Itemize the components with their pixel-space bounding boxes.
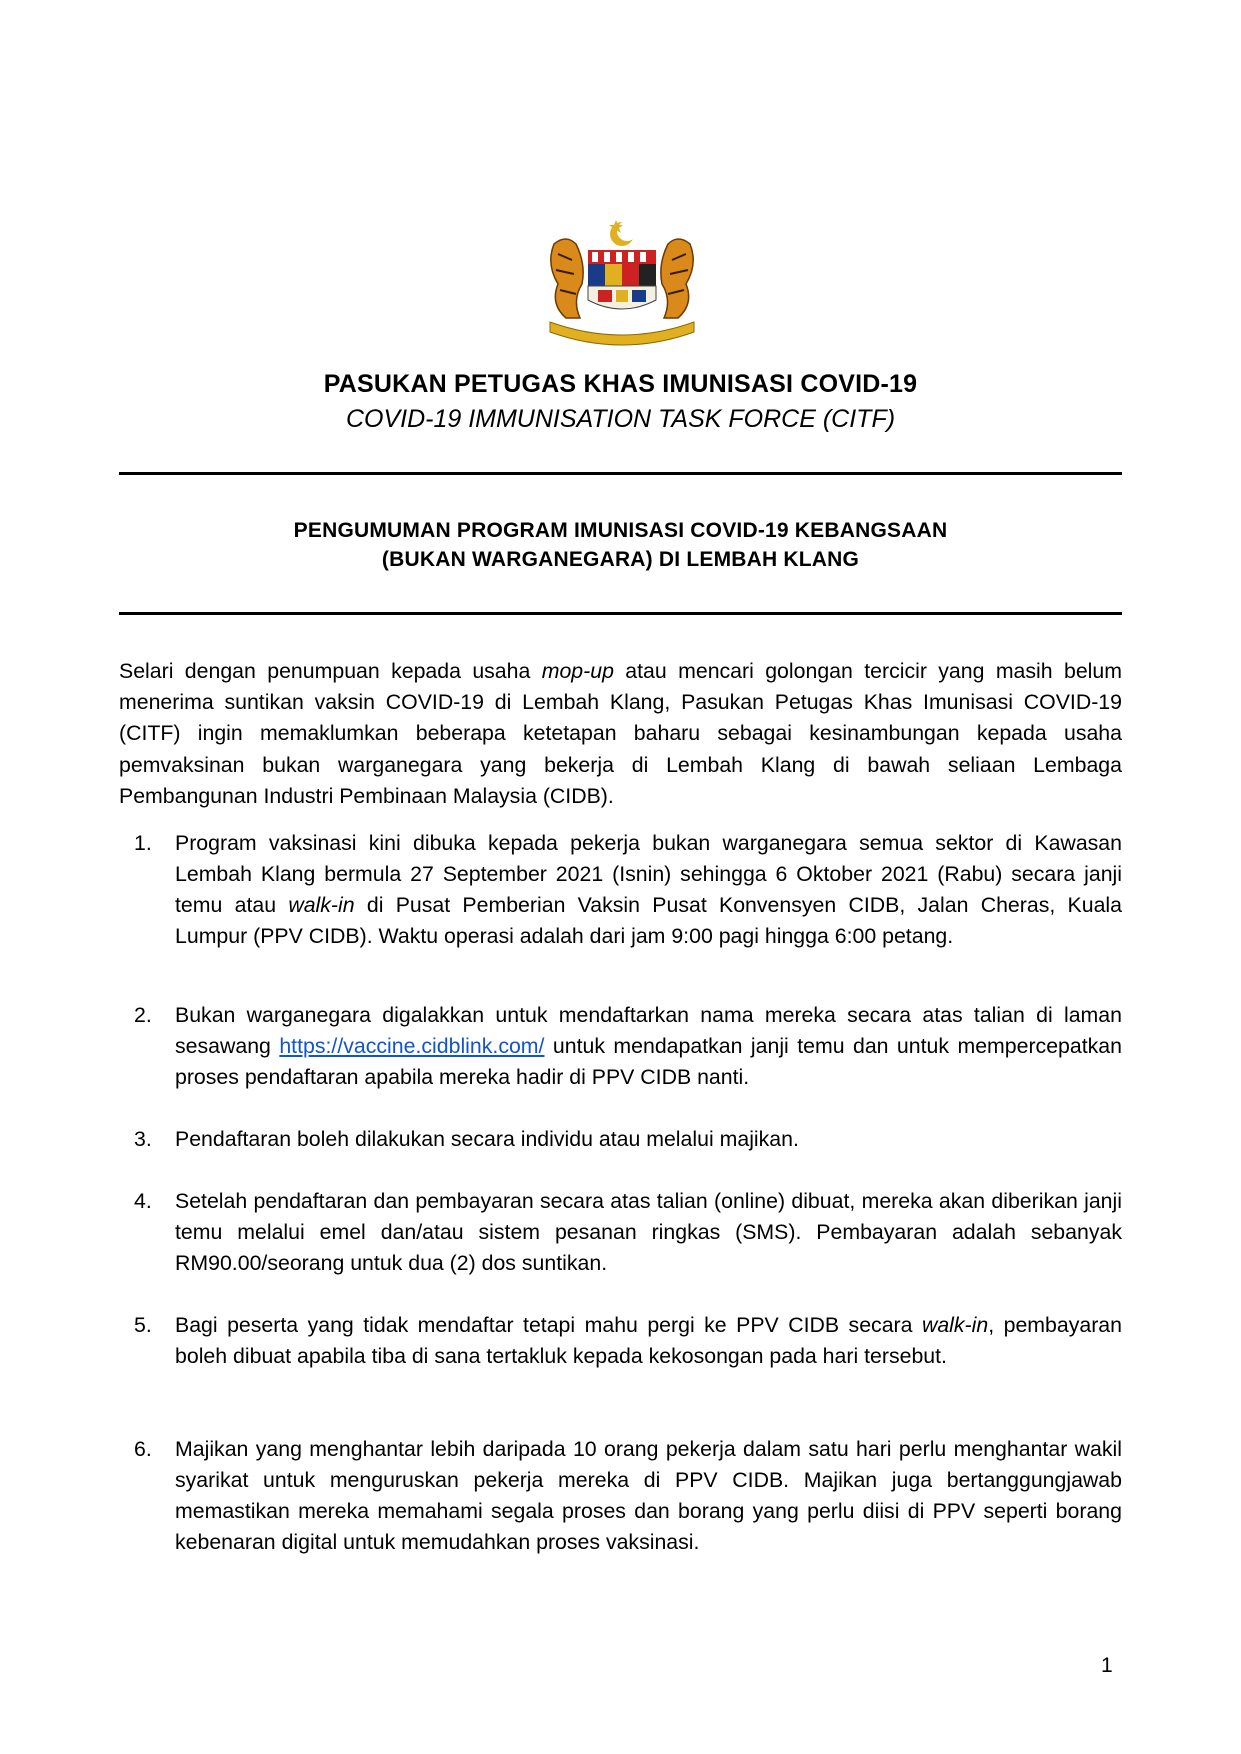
list-number: 4. <box>134 1189 152 1213</box>
list-item-text <box>175 1000 1122 1093</box>
list-item-4 <box>119 1186 1122 1279</box>
list-emphasis: walk-in <box>288 893 355 917</box>
list-number: 2. <box>134 1003 152 1027</box>
list-text-part: Program vaksinasi kini dibuka kepada pekerja bukan warganegara semua sektor di Kawasan Lembah Klang bermula 27 September 2021 (Isnin) sehingga 6 Oktober 2021 (Rabu) secara janji temu atau <box>175 831 1122 917</box>
list-text-part: Bagi peserta yang tidak mendaftar tetapi mahu pergi ke PPV CIDB secara <box>175 1313 922 1337</box>
list-item-5 <box>119 1310 1122 1372</box>
intro-text-1: Selari dengan penumpuan kepada usaha <box>119 659 542 683</box>
list-text-part: , pembayaran boleh dibuat apabila tiba di sana tertakluk kepada kekosongan pada hari tersebut. <box>175 1313 1122 1368</box>
list-item-text <box>175 1310 1122 1372</box>
list-number: 5. <box>134 1313 152 1337</box>
list-item-text: Setelah pendaftaran dan pembayaran secara atas talian (online) dibuat, mereka akan diberikan janji temu melalui emel dan/atau sistem pesanan ringkas (SMS). Pembayaran adalah sebanyak RM90.00/seorang untuk dua (2) dos suntikan. <box>175 1189 1122 1275</box>
intro-paragraph <box>119 656 1122 812</box>
announcement-title-line-2: (BUKAN WARGANEGARA) DI LEMBAH KLANG <box>381 548 860 571</box>
list-item-text: Majikan yang menghantar lebih daripada 10 orang pekerja dalam satu hari perlu menghantar wakil syarikat untuk menguruskan pekerja mereka di PPV CIDB. Majikan juga bertanggungjawab memastikan mereka memahami segala proses dan borang yang perlu diisi di PPV seperti borang kebenaran digital untuk memudahkan proses vaksinasi. <box>175 1437 1122 1554</box>
intro-text-2: atau mencari golongan tercicir yang masih belum menerima suntikan vaksin COVID-19 di Lembah Klang, Pasukan Petugas Khas Imunisasi COVID-19 (CITF) ingin memaklumkan beberapa ketetapan baharu sebagai kesinambungan kepada usaha pemvaksinan bukan warganegara yang bekerja di Lembah Klang di bawah seliaan Lembaga Pembangunan Industri Pembinaan Malaysia (CIDB). <box>119 659 1122 808</box>
list-item-3 <box>119 1124 1122 1155</box>
list-item-2 <box>119 1000 1122 1093</box>
list-number: 1. <box>134 831 152 855</box>
list-number: 3. <box>134 1127 152 1151</box>
intro-emphasis: mop-up <box>541 659 614 683</box>
list-item-text <box>175 828 1122 952</box>
list-number: 6. <box>134 1437 152 1461</box>
malaysia-coat-of-arms-icon <box>536 214 708 350</box>
list-text-part: di Pusat Pemberian Vaksin Pusat Konvensyen CIDB, Jalan Cheras, Kuala Lumpur (PPV CIDB). Waktu operasi adalah dari jam 9:00 pagi hingga 6:00 petang. <box>175 893 1122 948</box>
list-item-text: Pendaftaran boleh dilakukan secara individu atau melalui majikan. <box>175 1127 799 1151</box>
announcement-title-line-1: PENGUMUMAN PROGRAM IMUNISASI COVID-19 KEBANGSAAN <box>293 519 948 542</box>
list-emphasis: walk-in <box>921 1313 989 1337</box>
list-item-1 <box>119 828 1122 952</box>
top-divider <box>119 472 1122 475</box>
organisation-subtitle: COVID-19 IMMUNISATION TASK FORCE (CITF) <box>345 405 896 433</box>
list-text-part: untuk mendapatkan janji temu dan untuk mempercepatkan proses pendaftaran apabila mereka hadir di PPV CIDB nanti. <box>175 1034 1122 1089</box>
bottom-divider <box>119 612 1122 615</box>
list-item-6 <box>119 1434 1122 1558</box>
coat-of-arms-emblem <box>536 214 708 350</box>
vaccine-registration-link[interactable]: https://vaccine.cidblink.com/ <box>279 1034 545 1058</box>
organisation-title: PASUKAN PETUGAS KHAS IMUNISASI COVID-19 <box>323 370 918 398</box>
page-number: 1 <box>1101 1654 1113 1677</box>
list-text-part: Bukan warganegara digalakkan untuk mendaftarkan nama mereka secara atas talian di laman sesawang <box>175 1003 1122 1058</box>
